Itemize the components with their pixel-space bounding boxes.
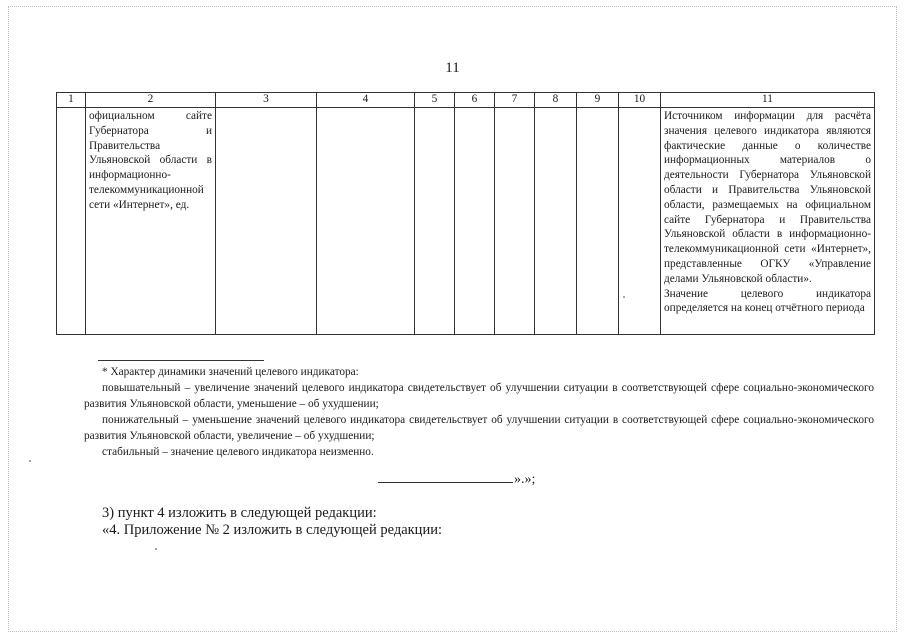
paragraph-appendix: «4. Приложение № 2 изложить в следующей редакции: — [102, 522, 442, 538]
col-header-5: 5 — [415, 93, 455, 108]
footnote-increasing: повышательный – увеличение значений целевого индикатора свидетельствует об улучшении ситуации в соответствующей сфере социально-экономического развития Ульяновской области, уменьшение – об ухудшении; — [84, 382, 874, 411]
indicator-table — [56, 92, 875, 335]
cell-col-1 — [57, 108, 86, 335]
cell-col-10 — [619, 108, 661, 335]
scan-speck — [623, 296, 625, 298]
paragraph-item-3: 3) пункт 4 изложить в следующей редакции: — [102, 505, 377, 521]
page-edge-top — [8, 6, 897, 7]
col-header-6: 6 — [455, 93, 495, 108]
footnote-stable: стабильный – значение целевого индикатора неизменно. — [102, 446, 374, 459]
col-header-1: 1 — [57, 93, 86, 108]
page-number: 11 — [445, 60, 460, 76]
calculation-period-text: Значение целевого индикатора определяется на конец отчётного периода — [664, 287, 871, 315]
cell-col-3 — [216, 108, 317, 335]
cell-col-5 — [415, 108, 455, 335]
table-header-row — [57, 93, 875, 108]
page-edge-left — [8, 6, 9, 632]
calculation-source-text: Источником информации для расчёта значения целевого индикатора являются фактические данные о количестве информационных материалов о деятельности Губернатора Ульяновской области и Правительства Ульяновской области, размещаемых на официальном сайте Губернатора и Правительства Ульяновской области в информационно-телекоммуникационной сети «Интернет», представленные ОГКУ «Управление делами Ульяновской области». — [664, 110, 871, 285]
footnote-title: * Характер динамики значений целевого индикатора: — [102, 366, 359, 378]
table-row — [57, 108, 875, 335]
col-header-4: 4 — [317, 93, 415, 108]
cell-col-6 — [455, 108, 495, 335]
page-edge-right — [896, 6, 897, 632]
footnote-separator — [98, 360, 264, 361]
scan-speck — [29, 460, 31, 462]
col-header-2: 2 — [86, 93, 216, 108]
col-header-11: 11 — [661, 93, 875, 108]
cell-col-7 — [495, 108, 535, 335]
cell-indicator-name: официальном сайте Губернатора и Правительства Ульяновской области в информационно-телекоммуникационной сети «Интернет», ед. — [86, 108, 216, 335]
scan-speck — [155, 548, 157, 550]
col-header-8: 8 — [535, 93, 577, 108]
closing-line — [378, 472, 535, 488]
closing-rule — [378, 482, 513, 483]
cell-calculation-method — [661, 108, 875, 335]
footnote-decreasing: понижательный – уменьшение значений целевого индикатора свидетельствует об улучшении ситуации в соответствующей сфере социально-экономического развития Ульяновской области, увеличение – об ухудшении; — [84, 414, 874, 443]
closing-quote: ».»; — [514, 472, 536, 487]
col-header-7: 7 — [495, 93, 535, 108]
cell-col-4 — [317, 108, 415, 335]
col-header-10: 10 — [619, 93, 661, 108]
cell-col-9 — [577, 108, 619, 335]
footnotes — [84, 364, 874, 461]
col-header-9: 9 — [577, 93, 619, 108]
page-edge-bottom — [8, 631, 897, 632]
cell-col-8 — [535, 108, 577, 335]
col-header-3: 3 — [216, 93, 317, 108]
